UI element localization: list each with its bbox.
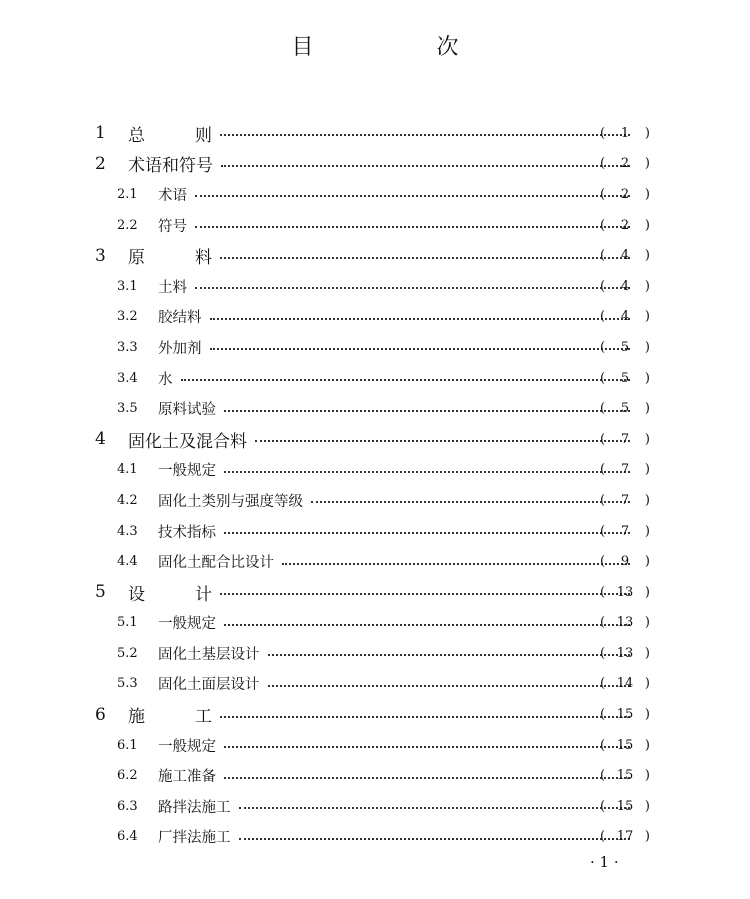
toc-entry-page-number: ( 15 ) (600, 798, 650, 814)
toc-dot-leader (221, 165, 630, 167)
toc-page-value: 2 (620, 217, 630, 233)
toc-entry-number: 4.2 (117, 492, 138, 508)
toc-entry[interactable] (0, 179, 750, 210)
toc-entry-number: 6.3 (117, 798, 138, 814)
toc-dot-leader (239, 807, 631, 809)
toc-entry[interactable] (0, 240, 750, 271)
toc-entry-number: 1 (95, 123, 106, 144)
toc-entry[interactable] (0, 149, 750, 180)
toc-entry-title-wrap (158, 459, 630, 480)
toc-entry-number: 3.5 (117, 401, 138, 417)
toc-entry-title: 术语 (158, 187, 187, 204)
toc-entry-number: 3.3 (117, 339, 138, 355)
toc-entry[interactable] (0, 760, 750, 791)
toc-entry-number: 3.2 (117, 309, 138, 325)
toc-entry-title-wrap (158, 643, 630, 664)
toc-entry-title-wrap (158, 337, 630, 358)
toc-dot-leader (224, 410, 630, 412)
toc-entry-title-wrap (158, 735, 630, 756)
toc-entry-title: 原料试验 (158, 402, 216, 419)
toc-dot-leader (224, 532, 630, 534)
toc-entry-title-wrap (128, 702, 630, 727)
toc-entry-page-number: ( 2 ) (600, 186, 650, 202)
toc-entry-number: 3.4 (117, 370, 138, 386)
toc-dot-leader (195, 195, 630, 197)
toc-entry-number: 2.2 (117, 217, 138, 233)
toc-entry-title: 一般规定 (158, 616, 216, 633)
toc-entry-number: 5.3 (117, 676, 138, 692)
toc-entry-title: 总 则 (128, 125, 212, 146)
toc-entry-title: 一般规定 (158, 738, 216, 755)
toc-entry[interactable] (0, 485, 750, 516)
toc-entry-page-number: ( 5 ) (600, 370, 650, 386)
toc-entry[interactable] (0, 302, 750, 333)
toc-entry[interactable] (0, 516, 750, 547)
toc-entry-page-number: ( 13 ) (600, 645, 650, 661)
toc-entry-page-number: ( 14 ) (600, 676, 650, 692)
toc-dot-leader (224, 471, 630, 473)
toc-entry-title-wrap (128, 243, 630, 268)
toc-entry-title-wrap (158, 673, 630, 694)
toc-dot-leader (220, 134, 630, 136)
toc-entry-page-number: ( 5 ) (600, 401, 650, 417)
toc-entry-title: 固化土基层设计 (158, 646, 260, 663)
toc-entry-title: 固化土面层设计 (158, 677, 260, 694)
toc-entry-number: 3.1 (117, 278, 138, 294)
toc-page-value: 1 (620, 125, 630, 141)
toc-entry[interactable] (0, 791, 750, 822)
toc-page-value: 5 (620, 370, 630, 386)
toc-entry-title: 路拌法施工 (158, 799, 231, 816)
toc-entry-title-wrap (158, 368, 630, 389)
toc-entry-title: 原 料 (128, 248, 212, 269)
toc-entry-page-number: ( 15 ) (600, 737, 650, 753)
toc-page-value: 13 (616, 645, 634, 661)
toc-entry-page-number: ( 2 ) (600, 217, 650, 233)
toc-entry-number: 5 (95, 582, 106, 603)
toc-entry-number: 6 (95, 704, 106, 725)
toc-entry-title-wrap (158, 612, 630, 633)
toc-entry-title-wrap (158, 398, 630, 419)
toc-dot-leader (195, 287, 630, 289)
toc-entry-page-number: ( 13 ) (600, 615, 650, 631)
toc-dot-leader (255, 440, 630, 442)
toc-page-value: 15 (616, 707, 634, 723)
toc-entry-page-number: ( 7 ) (600, 492, 650, 508)
toc-entry[interactable] (0, 118, 750, 149)
toc-entry-page-number: ( 4 ) (600, 248, 650, 264)
toc-entry-title-wrap (158, 306, 630, 327)
toc-entry-page-number: ( 17 ) (600, 829, 650, 845)
toc-entry-title: 技术指标 (158, 524, 216, 541)
toc-entry-title: 胶结料 (158, 310, 202, 327)
toc-entry-title: 固化土配合比设计 (158, 555, 274, 572)
table-of-contents (0, 118, 750, 852)
toc-page-value: 5 (620, 401, 630, 417)
toc-page-value: 5 (620, 339, 630, 355)
toc-entry-page-number: ( 15 ) (600, 707, 650, 723)
toc-entry-title: 厂拌法施工 (158, 830, 231, 847)
toc-entry-title: 一般规定 (158, 463, 216, 480)
toc-dot-leader (220, 593, 630, 595)
toc-entry-number: 4.1 (117, 462, 138, 478)
toc-entry-title: 土料 (158, 279, 187, 296)
toc-entry-page-number: ( 9 ) (600, 554, 650, 570)
toc-entry-page-number: ( 1 ) (600, 125, 650, 141)
toc-dot-leader (268, 654, 631, 656)
toc-entry-title-wrap (128, 427, 630, 452)
toc-page-value: 7 (620, 462, 630, 478)
toc-page-value: 2 (620, 156, 630, 172)
toc-entry-title: 固化土类别与强度等级 (158, 493, 303, 510)
toc-entry[interactable] (0, 730, 750, 761)
toc-entry[interactable] (0, 822, 750, 853)
toc-entry[interactable] (0, 638, 750, 669)
toc-entry-page-number: ( 7 ) (600, 462, 650, 478)
toc-entry-title: 外加剂 (158, 340, 202, 357)
toc-entry[interactable] (0, 608, 750, 639)
toc-page-value: 13 (616, 615, 634, 631)
toc-page-value: 7 (620, 492, 630, 508)
toc-entry[interactable] (0, 271, 750, 302)
toc-entry-title: 设 计 (128, 584, 212, 605)
toc-page-value: 14 (616, 676, 634, 692)
toc-entry-title: 水 (158, 371, 173, 388)
toc-entry-number: 2.1 (117, 186, 138, 202)
toc-entry-title: 施 工 (128, 707, 212, 728)
toc-entry[interactable] (0, 210, 750, 241)
toc-entry-title-wrap (158, 276, 630, 297)
toc-dot-leader (210, 348, 631, 350)
toc-page-value: 7 (620, 431, 630, 447)
toc-dot-leader (210, 318, 631, 320)
toc-dot-leader (268, 685, 631, 687)
toc-dot-leader (282, 563, 630, 565)
toc-entry-page-number: ( 15 ) (600, 768, 650, 784)
toc-entry[interactable] (0, 393, 750, 424)
toc-page-value: 15 (616, 768, 634, 784)
toc-entry-title-wrap (158, 490, 630, 511)
toc-entry-page-number: ( 7 ) (600, 523, 650, 539)
toc-entry-title-wrap (158, 765, 630, 786)
toc-dot-leader (220, 257, 630, 259)
toc-dot-leader (224, 624, 630, 626)
toc-entry-number: 6.1 (117, 737, 138, 753)
toc-entry[interactable] (0, 577, 750, 608)
toc-entry-title-wrap (158, 184, 630, 205)
toc-entry-title-wrap (128, 121, 630, 146)
toc-entry-number: 6.4 (117, 829, 138, 845)
toc-entry-number: 2 (95, 153, 106, 174)
toc-entry-title-wrap (128, 151, 630, 176)
toc-entry[interactable] (0, 424, 750, 455)
toc-entry-number: 6.2 (117, 768, 138, 784)
toc-entry-page-number: ( 2 ) (600, 156, 650, 172)
toc-page-value: 4 (620, 248, 630, 264)
toc-entry-title-wrap (158, 796, 630, 817)
toc-dot-leader (195, 226, 630, 228)
toc-entry-title-wrap (158, 826, 630, 847)
toc-entry-number: 4 (95, 429, 106, 450)
page-title: 目 次 (291, 35, 517, 60)
toc-entry-title: 符号 (158, 218, 187, 235)
toc-entry-title: 施工准备 (158, 769, 216, 786)
toc-entry-title-wrap (158, 521, 630, 542)
page-folio: · 1 · (590, 853, 619, 871)
toc-entry[interactable] (0, 546, 750, 577)
toc-page-value: 9 (620, 554, 630, 570)
toc-entry-number: 5.1 (117, 615, 138, 631)
toc-page-value: 7 (620, 523, 630, 539)
toc-entry-page-number: ( 5 ) (600, 339, 650, 355)
toc-dot-leader (239, 838, 631, 840)
toc-page-value: 15 (616, 798, 634, 814)
toc-entry[interactable] (0, 699, 750, 730)
toc-entry[interactable] (0, 455, 750, 486)
toc-entry[interactable] (0, 363, 750, 394)
toc-entry-number: 5.2 (117, 645, 138, 661)
toc-dot-leader (181, 379, 631, 381)
toc-entry-title: 术语和符号 (128, 156, 213, 177)
toc-page-value: 17 (616, 829, 634, 845)
toc-page-value: 15 (616, 737, 634, 753)
toc-entry-title-wrap (128, 580, 630, 605)
toc-page-value: 2 (620, 186, 630, 202)
toc-entry[interactable] (0, 669, 750, 700)
toc-entry-page-number: ( 4 ) (600, 278, 650, 294)
toc-entry-number: 4.4 (117, 554, 138, 570)
toc-entry-title-wrap (158, 551, 630, 572)
toc-entry-page-number: ( 7 ) (600, 431, 650, 447)
toc-dot-leader (224, 746, 630, 748)
toc-dot-leader (311, 501, 630, 503)
toc-dot-leader (224, 777, 630, 779)
toc-page-value: 4 (620, 309, 630, 325)
toc-page-value: 4 (620, 278, 630, 294)
toc-page-value: 13 (616, 584, 634, 600)
toc-entry-page-number: ( 13 ) (600, 584, 650, 600)
toc-entry-number: 3 (95, 245, 106, 266)
toc-entry-page-number: ( 4 ) (600, 309, 650, 325)
toc-dot-leader (220, 716, 630, 718)
toc-entry-title: 固化土及混合料 (128, 431, 247, 452)
toc-entry-title-wrap (158, 215, 630, 236)
toc-entry[interactable] (0, 332, 750, 363)
toc-entry-number: 4.3 (117, 523, 138, 539)
